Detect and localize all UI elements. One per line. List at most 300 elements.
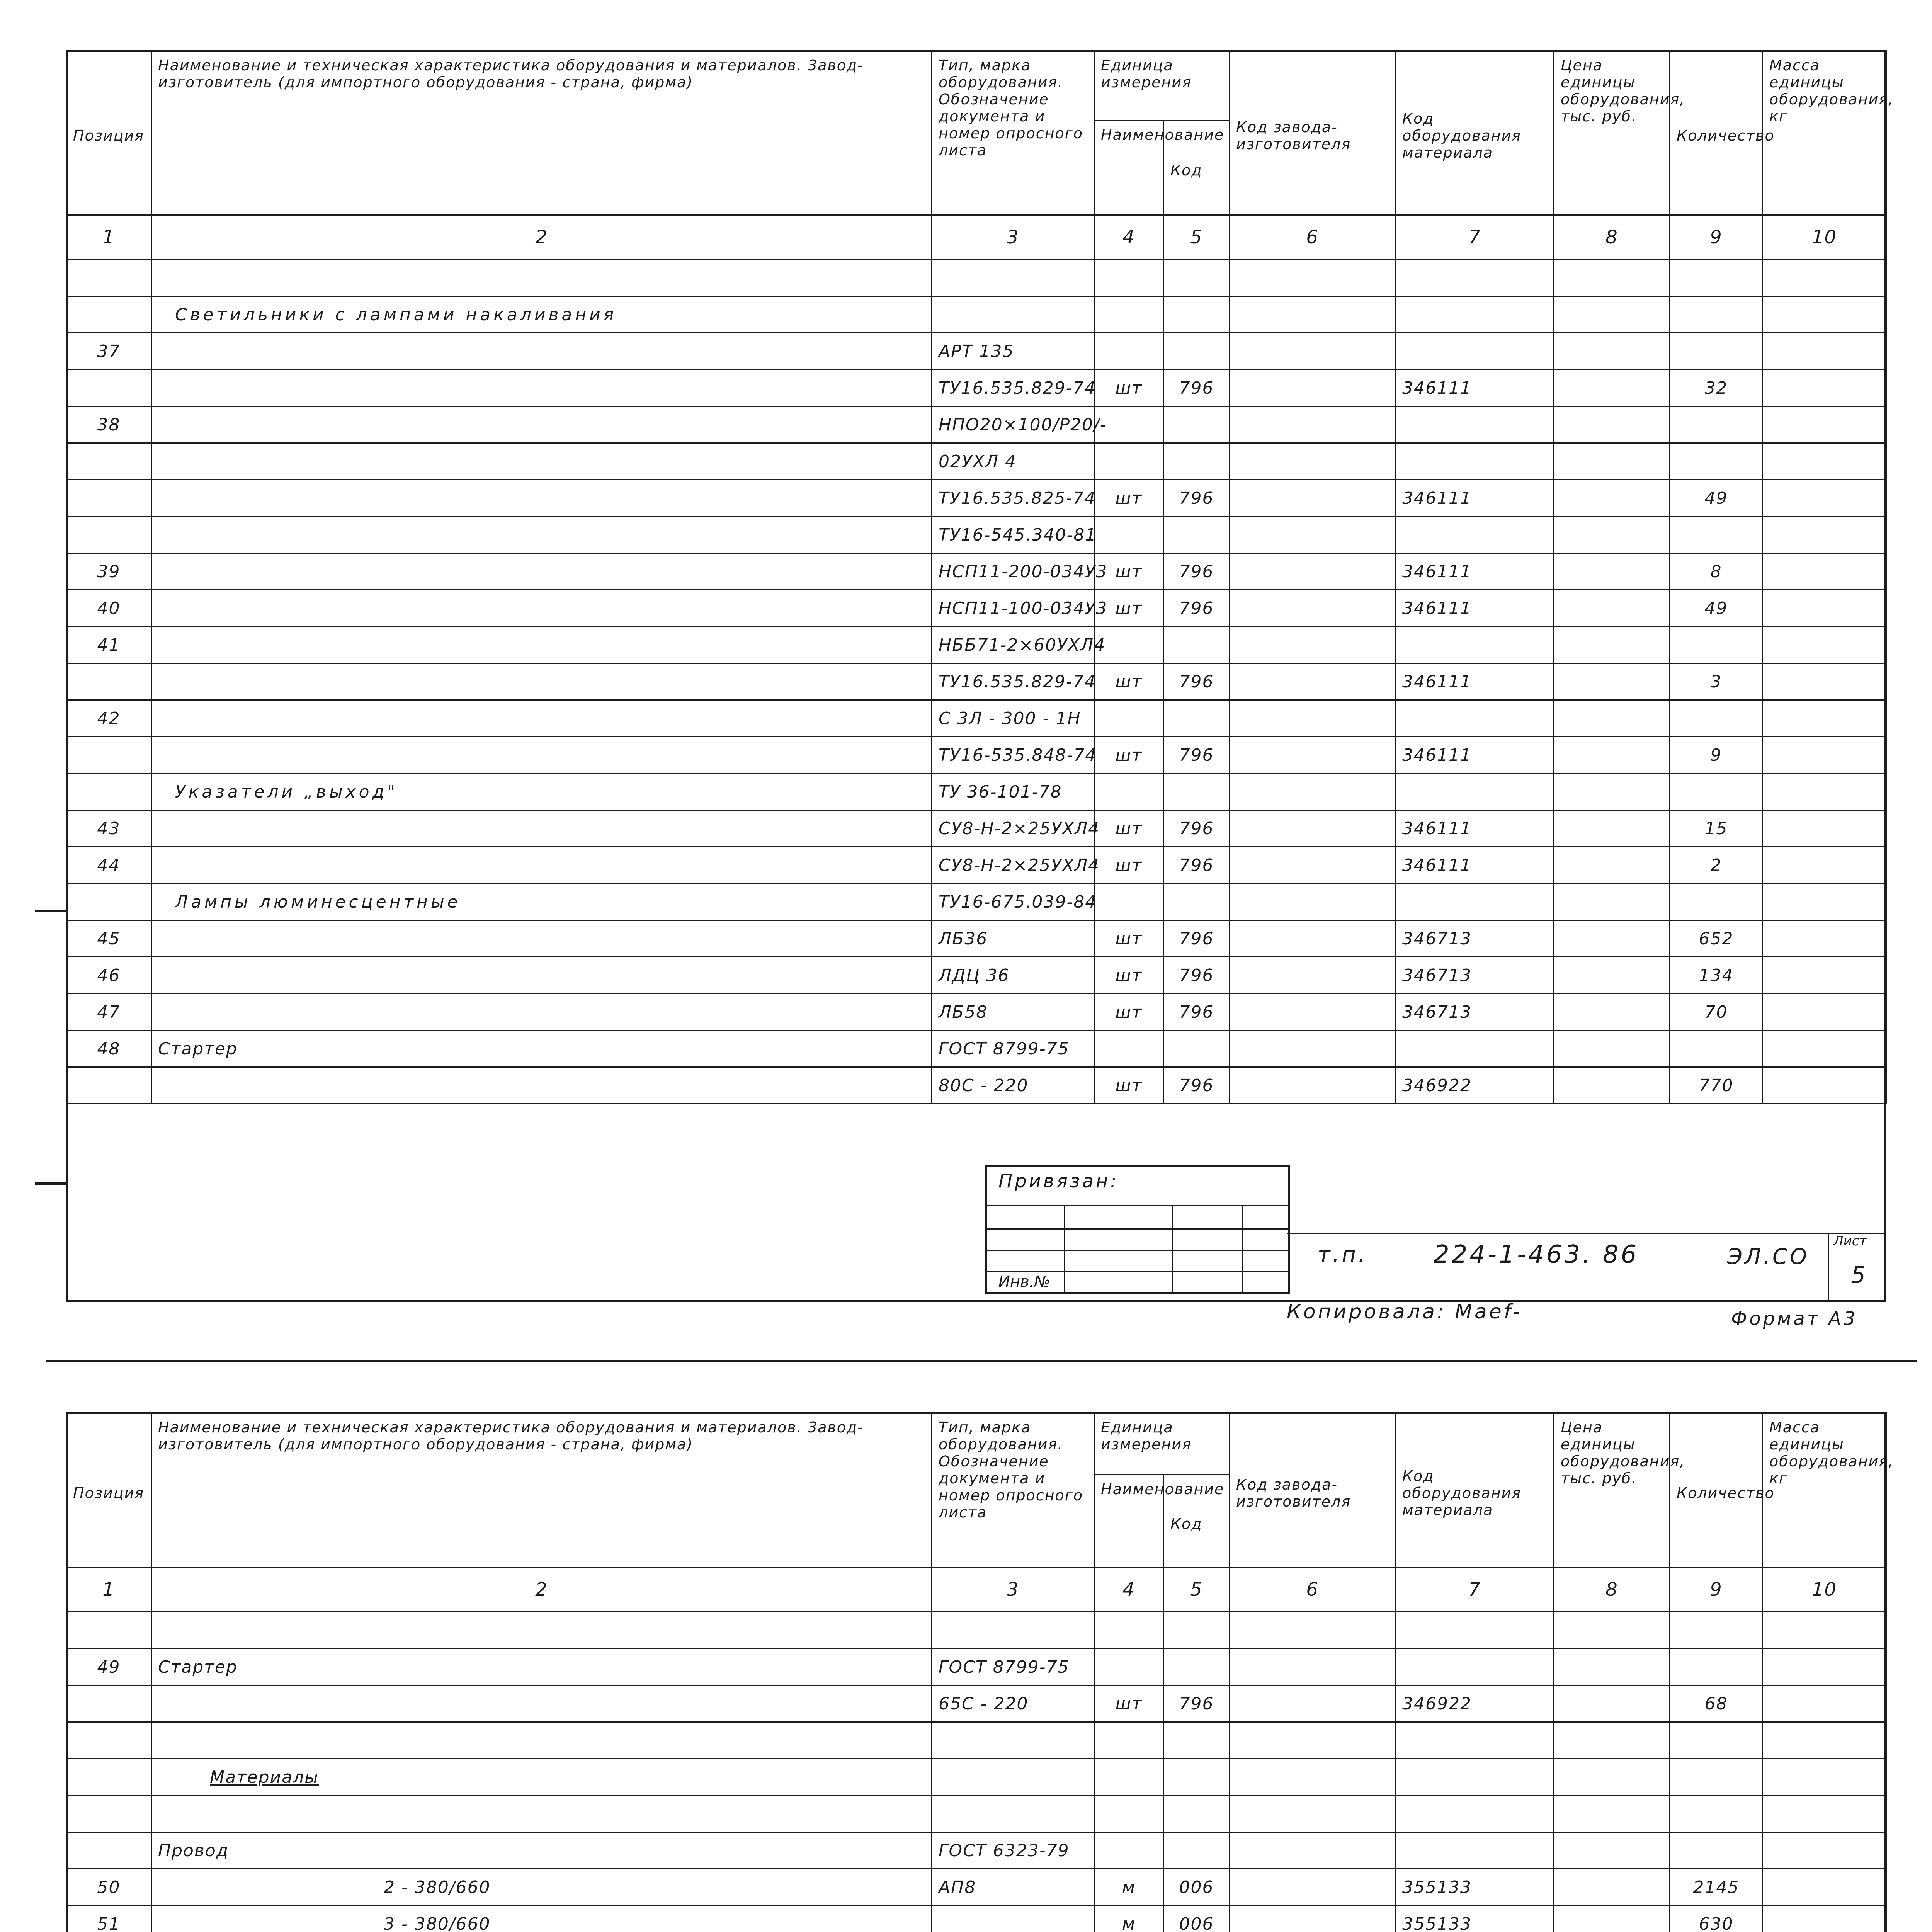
mfr-code-cell bbox=[1230, 1649, 1396, 1685]
mass-cell bbox=[1763, 920, 1886, 957]
price-cell bbox=[1554, 1796, 1670, 1832]
quantity-cell bbox=[1670, 260, 1763, 296]
position-cell bbox=[66, 443, 151, 480]
mass-cell bbox=[1763, 296, 1886, 333]
quantity-cell: 68 bbox=[1670, 1685, 1763, 1722]
price-cell bbox=[1554, 957, 1670, 994]
unit-code-cell bbox=[1164, 774, 1230, 810]
mass-cell bbox=[1763, 1612, 1886, 1649]
unit-code-cell bbox=[1164, 333, 1230, 370]
page-divider bbox=[46, 1360, 1917, 1362]
header-unit-name: Наименование bbox=[1094, 1475, 1164, 1568]
table-row bbox=[66, 517, 1886, 553]
mfr-code-cell bbox=[1230, 957, 1396, 994]
name-cell: Стартер bbox=[151, 1649, 932, 1685]
table-row bbox=[66, 1685, 1886, 1722]
mass-cell bbox=[1763, 1906, 1886, 1932]
mfr-code-cell bbox=[1230, 774, 1396, 810]
mfr-code-cell bbox=[1230, 553, 1396, 590]
binding-stamp bbox=[985, 1165, 1290, 1294]
sheet-label: Лист bbox=[1833, 1233, 1867, 1249]
name-cell bbox=[151, 406, 932, 443]
price-cell bbox=[1554, 333, 1670, 370]
unit-cell bbox=[1094, 1612, 1164, 1649]
name-cell: Провод bbox=[151, 1832, 932, 1869]
mass-cell bbox=[1763, 847, 1886, 884]
material-code-cell bbox=[1396, 1649, 1554, 1685]
name-cell bbox=[151, 1796, 932, 1832]
position-cell: 41 bbox=[66, 627, 151, 663]
material-code-cell bbox=[1396, 296, 1554, 333]
table-row bbox=[66, 443, 1886, 480]
mfr-code-cell bbox=[1230, 1869, 1396, 1906]
unit-code-cell: 006 bbox=[1164, 1906, 1230, 1932]
position-cell: 38 bbox=[66, 406, 151, 443]
header-mfr-code: Код завода-изготовителя bbox=[1230, 1413, 1396, 1568]
name-cell bbox=[151, 663, 932, 700]
type-cell: 02УХЛ 4 bbox=[932, 443, 1094, 480]
unit-cell bbox=[1094, 1722, 1164, 1759]
section-code: ЭЛ.СО bbox=[1727, 1244, 1810, 1269]
mass-cell bbox=[1763, 553, 1886, 590]
table-row bbox=[66, 920, 1886, 957]
name-cell: Указатели „выход" bbox=[151, 774, 932, 810]
type-cell: ЛБ36 bbox=[932, 920, 1094, 957]
quantity-cell: 49 bbox=[1670, 590, 1763, 627]
unit-code-cell: 796 bbox=[1164, 810, 1230, 847]
unit-cell bbox=[1094, 443, 1164, 480]
position-cell bbox=[66, 737, 151, 774]
mfr-code-cell bbox=[1230, 333, 1396, 370]
type-cell: 80С - 220 bbox=[932, 1067, 1094, 1104]
type-cell bbox=[932, 1722, 1094, 1759]
name-cell bbox=[151, 370, 932, 406]
table-row bbox=[66, 847, 1886, 884]
position-cell: 46 bbox=[66, 957, 151, 994]
name-cell bbox=[151, 810, 932, 847]
table-row bbox=[66, 994, 1886, 1031]
unit-cell bbox=[1094, 774, 1164, 810]
material-code-cell: 346922 bbox=[1396, 1685, 1554, 1722]
position-cell bbox=[66, 1612, 151, 1649]
position-cell: 37 bbox=[66, 333, 151, 370]
price-cell bbox=[1554, 884, 1670, 920]
quantity-cell bbox=[1670, 1796, 1763, 1832]
quantity-cell bbox=[1670, 1832, 1763, 1869]
mfr-code-cell bbox=[1230, 480, 1396, 517]
material-code-cell: 346713 bbox=[1396, 957, 1554, 994]
unit-cell: шт bbox=[1094, 553, 1164, 590]
material-code-cell: 346111 bbox=[1396, 553, 1554, 590]
position-cell: 42 bbox=[66, 700, 151, 737]
price-cell bbox=[1554, 1067, 1670, 1104]
position-cell bbox=[66, 480, 151, 517]
quantity-cell bbox=[1670, 627, 1763, 663]
header-position: Позиция bbox=[66, 51, 151, 215]
table-row bbox=[66, 480, 1886, 517]
mass-cell bbox=[1763, 443, 1886, 480]
quantity-cell: 134 bbox=[1670, 957, 1763, 994]
mass-cell bbox=[1763, 590, 1886, 627]
table-row bbox=[66, 296, 1886, 333]
unit-code-cell: 796 bbox=[1164, 847, 1230, 884]
name-cell: Стартер bbox=[151, 1031, 932, 1067]
header-mat-code: Код оборудования материала bbox=[1396, 51, 1554, 215]
mfr-code-cell bbox=[1230, 260, 1396, 296]
spec-sheet-1 bbox=[66, 50, 1894, 1302]
type-cell: ГОСТ 6323-79 bbox=[932, 1832, 1094, 1869]
unit-cell bbox=[1094, 260, 1164, 296]
mfr-code-cell bbox=[1230, 517, 1396, 553]
header-type: Тип, марка оборудования. Обозначение документа и номер опросного листа bbox=[932, 51, 1094, 215]
unit-cell: шт bbox=[1094, 810, 1164, 847]
unit-cell: шт bbox=[1094, 370, 1164, 406]
mfr-code-cell bbox=[1230, 1832, 1396, 1869]
col-number: 2 bbox=[151, 1568, 932, 1612]
type-cell: НББ71-2×60УХЛ4 bbox=[932, 627, 1094, 663]
quantity-cell bbox=[1670, 884, 1763, 920]
position-cell bbox=[66, 1685, 151, 1722]
quantity-cell: 15 bbox=[1670, 810, 1763, 847]
quantity-cell: 70 bbox=[1670, 994, 1763, 1031]
spec-table-body bbox=[66, 215, 1886, 1104]
table-row bbox=[66, 553, 1886, 590]
position-cell: 40 bbox=[66, 590, 151, 627]
type-cell: ТУ 36-101-78 bbox=[932, 774, 1094, 810]
position-cell: 44 bbox=[66, 847, 151, 884]
material-code-cell bbox=[1396, 260, 1554, 296]
unit-cell bbox=[1094, 517, 1164, 553]
type-cell: ТУ16.535.829-74 bbox=[932, 663, 1094, 700]
unit-code-cell bbox=[1164, 406, 1230, 443]
table-row bbox=[66, 810, 1886, 847]
mass-cell bbox=[1763, 1031, 1886, 1067]
mass-cell bbox=[1763, 700, 1886, 737]
quantity-cell: 32 bbox=[1670, 370, 1763, 406]
position-cell: 43 bbox=[66, 810, 151, 847]
spec-table bbox=[66, 1412, 1894, 1932]
mass-cell bbox=[1763, 260, 1886, 296]
mass-cell bbox=[1763, 1649, 1886, 1685]
position-cell bbox=[66, 1067, 151, 1104]
price-cell bbox=[1554, 590, 1670, 627]
type-cell: ТУ16.535.825-74 bbox=[932, 480, 1094, 517]
price-cell bbox=[1554, 774, 1670, 810]
mass-cell bbox=[1763, 1722, 1886, 1759]
mass-cell bbox=[1763, 737, 1886, 774]
material-code-cell bbox=[1396, 627, 1554, 663]
col-number: 4 bbox=[1094, 215, 1164, 260]
mfr-code-cell bbox=[1230, 296, 1396, 333]
unit-code-cell bbox=[1164, 1832, 1230, 1869]
price-cell bbox=[1554, 443, 1670, 480]
table-row bbox=[66, 884, 1886, 920]
material-code-cell bbox=[1396, 1031, 1554, 1067]
table-row bbox=[66, 260, 1886, 296]
unit-cell: шт bbox=[1094, 994, 1164, 1031]
material-code-cell: 346111 bbox=[1396, 737, 1554, 774]
type-cell: СУ8-Н-2×25УХЛ4 bbox=[932, 810, 1094, 847]
price-cell bbox=[1554, 553, 1670, 590]
mass-cell bbox=[1763, 663, 1886, 700]
type-cell bbox=[932, 1906, 1094, 1932]
price-cell bbox=[1554, 517, 1670, 553]
mass-cell bbox=[1763, 1796, 1886, 1832]
material-code-cell bbox=[1396, 517, 1554, 553]
unit-cell bbox=[1094, 884, 1164, 920]
name-cell bbox=[151, 700, 932, 737]
material-code-cell bbox=[1396, 1759, 1554, 1796]
quantity-cell bbox=[1670, 406, 1763, 443]
quantity-cell: 2 bbox=[1670, 847, 1763, 884]
name-cell bbox=[151, 627, 932, 663]
material-code-cell: 346111 bbox=[1396, 663, 1554, 700]
project-number: 224-1-463. 86 bbox=[1434, 1240, 1639, 1269]
name-cell bbox=[151, 1722, 932, 1759]
unit-code-cell bbox=[1164, 517, 1230, 553]
mfr-code-cell bbox=[1230, 847, 1396, 884]
spec-sheet-2 bbox=[66, 1412, 1894, 1932]
unit-code-cell bbox=[1164, 627, 1230, 663]
material-code-cell bbox=[1396, 443, 1554, 480]
material-code-cell: 346111 bbox=[1396, 847, 1554, 884]
type-cell: АП8 bbox=[932, 1869, 1094, 1906]
type-cell: АРТ 135 bbox=[932, 333, 1094, 370]
mfr-code-cell bbox=[1230, 1067, 1396, 1104]
mfr-code-cell bbox=[1230, 1906, 1396, 1932]
material-code-cell bbox=[1396, 774, 1554, 810]
header-mass: Масса единицы оборудования, кг bbox=[1763, 51, 1886, 215]
header-price: Цена единицы оборудования, тыс. руб. bbox=[1554, 1413, 1670, 1568]
mfr-code-cell bbox=[1230, 884, 1396, 920]
table-row bbox=[66, 737, 1886, 774]
type-cell: ТУ16.535.829-74 bbox=[932, 370, 1094, 406]
unit-code-cell: 796 bbox=[1164, 1685, 1230, 1722]
col-number: 7 bbox=[1396, 215, 1554, 260]
mass-cell bbox=[1763, 884, 1886, 920]
mass-cell bbox=[1763, 406, 1886, 443]
name-cell bbox=[151, 737, 932, 774]
type-cell: ГОСТ 8799-75 bbox=[932, 1031, 1094, 1067]
col-number: 1 bbox=[66, 215, 151, 260]
unit-code-cell bbox=[1164, 1649, 1230, 1685]
price-cell bbox=[1554, 810, 1670, 847]
price-cell bbox=[1554, 296, 1670, 333]
quantity-cell bbox=[1670, 517, 1763, 553]
price-cell bbox=[1554, 1832, 1670, 1869]
mfr-code-cell bbox=[1230, 700, 1396, 737]
col-number: 7 bbox=[1396, 1568, 1554, 1612]
name-cell bbox=[151, 1067, 932, 1104]
col-number: 3 bbox=[932, 215, 1094, 260]
price-cell bbox=[1554, 700, 1670, 737]
header-type: Тип, марка оборудования. Обозначение документа и номер опросного листа bbox=[932, 1413, 1094, 1568]
quantity-cell bbox=[1670, 700, 1763, 737]
table-row bbox=[66, 700, 1886, 737]
price-cell bbox=[1554, 1906, 1670, 1932]
quantity-cell: 3 bbox=[1670, 663, 1763, 700]
col-number: 9 bbox=[1670, 215, 1763, 260]
mfr-code-cell bbox=[1230, 1685, 1396, 1722]
type-cell: ТУ16-675.039-84 bbox=[932, 884, 1094, 920]
header-name: Наименование и техническая характеристика оборудования и материалов. Завод-изготовитель (для импортного оборудования - страна, фирма) bbox=[151, 51, 932, 215]
unit-cell: м bbox=[1094, 1869, 1164, 1906]
table-row bbox=[66, 627, 1886, 663]
unit-cell: шт bbox=[1094, 663, 1164, 700]
material-code-cell: 346922 bbox=[1396, 1067, 1554, 1104]
quantity-cell: 630 bbox=[1670, 1906, 1763, 1932]
copied-by: Копировала: Маеf- bbox=[1287, 1300, 1522, 1323]
unit-code-cell bbox=[1164, 296, 1230, 333]
position-cell: 45 bbox=[66, 920, 151, 957]
table-row bbox=[66, 1759, 1886, 1796]
name-cell bbox=[151, 957, 932, 994]
quantity-cell: 49 bbox=[1670, 480, 1763, 517]
inventory-label: Инв.№ bbox=[998, 1273, 1050, 1291]
mass-cell bbox=[1763, 627, 1886, 663]
name-cell: 3 - 380/660 bbox=[151, 1906, 932, 1932]
mass-cell bbox=[1763, 774, 1886, 810]
binding-label: Привязан: bbox=[998, 1170, 1119, 1192]
price-cell bbox=[1554, 1722, 1670, 1759]
col-number: 8 bbox=[1554, 215, 1670, 260]
unit-cell bbox=[1094, 296, 1164, 333]
price-cell bbox=[1554, 1869, 1670, 1906]
name-cell bbox=[151, 847, 932, 884]
position-cell bbox=[66, 260, 151, 296]
material-code-cell bbox=[1396, 884, 1554, 920]
quantity-cell bbox=[1670, 1649, 1763, 1685]
price-cell bbox=[1554, 627, 1670, 663]
mfr-code-cell bbox=[1230, 1612, 1396, 1649]
col-number: 6 bbox=[1230, 1568, 1396, 1612]
header-position: Позиция bbox=[66, 1413, 151, 1568]
header-name: Наименование и техническая характеристика оборудования и материалов. Завод-изготовитель (для импортного оборудования - страна, фирма) bbox=[151, 1413, 932, 1568]
position-cell bbox=[66, 663, 151, 700]
unit-cell: шт bbox=[1094, 920, 1164, 957]
unit-code-cell bbox=[1164, 700, 1230, 737]
unit-code-cell: 796 bbox=[1164, 994, 1230, 1031]
name-cell bbox=[151, 1685, 932, 1722]
material-code-cell: 346713 bbox=[1396, 920, 1554, 957]
header-unit-group: Единица измерения bbox=[1094, 1413, 1230, 1475]
material-code-cell: 355133 bbox=[1396, 1869, 1554, 1906]
header-qty: Количество bbox=[1670, 51, 1763, 215]
project-prefix: т.п. bbox=[1318, 1242, 1367, 1267]
table-row bbox=[66, 1649, 1886, 1685]
unit-code-cell bbox=[1164, 1612, 1230, 1649]
quantity-cell bbox=[1670, 1612, 1763, 1649]
quantity-cell: 652 bbox=[1670, 920, 1763, 957]
type-cell: ЛБ58 bbox=[932, 994, 1094, 1031]
spec-table bbox=[66, 50, 1894, 1104]
position-cell bbox=[66, 1832, 151, 1869]
quantity-cell bbox=[1670, 774, 1763, 810]
material-code-cell bbox=[1396, 406, 1554, 443]
unit-code-cell bbox=[1164, 1759, 1230, 1796]
unit-cell: шт bbox=[1094, 847, 1164, 884]
mass-cell bbox=[1763, 480, 1886, 517]
price-cell bbox=[1554, 406, 1670, 443]
table-row bbox=[66, 1067, 1886, 1104]
price-cell bbox=[1554, 480, 1670, 517]
col-number: 2 bbox=[151, 215, 932, 260]
unit-cell: шт bbox=[1094, 1067, 1164, 1104]
header-unit-code: Код bbox=[1164, 121, 1230, 215]
type-cell: ГОСТ 8799-75 bbox=[932, 1649, 1094, 1685]
position-cell: 47 bbox=[66, 994, 151, 1031]
price-cell bbox=[1554, 737, 1670, 774]
table-row bbox=[66, 1906, 1886, 1932]
position-cell bbox=[66, 1722, 151, 1759]
col-number: 3 bbox=[932, 1568, 1094, 1612]
position-cell: 48 bbox=[66, 1031, 151, 1067]
header-qty: Количество bbox=[1670, 1413, 1763, 1568]
quantity-cell: 770 bbox=[1670, 1067, 1763, 1104]
unit-code-cell: 796 bbox=[1164, 1067, 1230, 1104]
price-cell bbox=[1554, 1649, 1670, 1685]
mass-cell bbox=[1763, 1869, 1886, 1906]
type-cell bbox=[932, 1796, 1094, 1832]
material-code-cell: 346713 bbox=[1396, 994, 1554, 1031]
material-code-cell: 346111 bbox=[1396, 370, 1554, 406]
mfr-code-cell bbox=[1230, 1796, 1396, 1832]
unit-cell: шт bbox=[1094, 737, 1164, 774]
header-mat-code: Код оборудования материала bbox=[1396, 1413, 1554, 1568]
type-cell: НСП11-100-034У3 bbox=[932, 590, 1094, 627]
table-row bbox=[66, 663, 1886, 700]
col-number: 4 bbox=[1094, 1568, 1164, 1612]
material-code-cell bbox=[1396, 700, 1554, 737]
quantity-cell bbox=[1670, 333, 1763, 370]
material-code-cell bbox=[1396, 1612, 1554, 1649]
mfr-code-cell bbox=[1230, 406, 1396, 443]
type-cell: ЛДЦ 36 bbox=[932, 957, 1094, 994]
col-number: 10 bbox=[1763, 215, 1886, 260]
unit-cell bbox=[1094, 1796, 1164, 1832]
quantity-cell bbox=[1670, 296, 1763, 333]
mfr-code-cell bbox=[1230, 590, 1396, 627]
unit-code-cell: 006 bbox=[1164, 1869, 1230, 1906]
position-cell bbox=[66, 517, 151, 553]
mass-cell bbox=[1763, 810, 1886, 847]
unit-cell: шт bbox=[1094, 957, 1164, 994]
mfr-code-cell bbox=[1230, 443, 1396, 480]
mfr-code-cell bbox=[1230, 810, 1396, 847]
unit-code-cell bbox=[1164, 884, 1230, 920]
position-cell bbox=[66, 884, 151, 920]
name-cell: Материалы bbox=[151, 1759, 932, 1796]
col-number: 5 bbox=[1164, 1568, 1230, 1612]
column-number-row bbox=[66, 215, 1886, 260]
position-cell: 50 bbox=[66, 1869, 151, 1906]
price-cell bbox=[1554, 370, 1670, 406]
type-cell: НСП11-200-034У3 bbox=[932, 553, 1094, 590]
quantity-cell bbox=[1670, 443, 1763, 480]
unit-code-cell: 796 bbox=[1164, 590, 1230, 627]
header-price: Цена единицы оборудования, тыс. руб. bbox=[1554, 51, 1670, 215]
table-row bbox=[66, 333, 1886, 370]
unit-cell bbox=[1094, 1832, 1164, 1869]
name-cell bbox=[151, 553, 932, 590]
material-code-cell: 346111 bbox=[1396, 590, 1554, 627]
material-code-cell bbox=[1396, 1796, 1554, 1832]
col-number: 6 bbox=[1230, 215, 1396, 260]
quantity-cell: 9 bbox=[1670, 737, 1763, 774]
unit-code-cell: 796 bbox=[1164, 663, 1230, 700]
header-unit-group: Единица измерения bbox=[1094, 51, 1230, 121]
position-cell bbox=[66, 1759, 151, 1796]
